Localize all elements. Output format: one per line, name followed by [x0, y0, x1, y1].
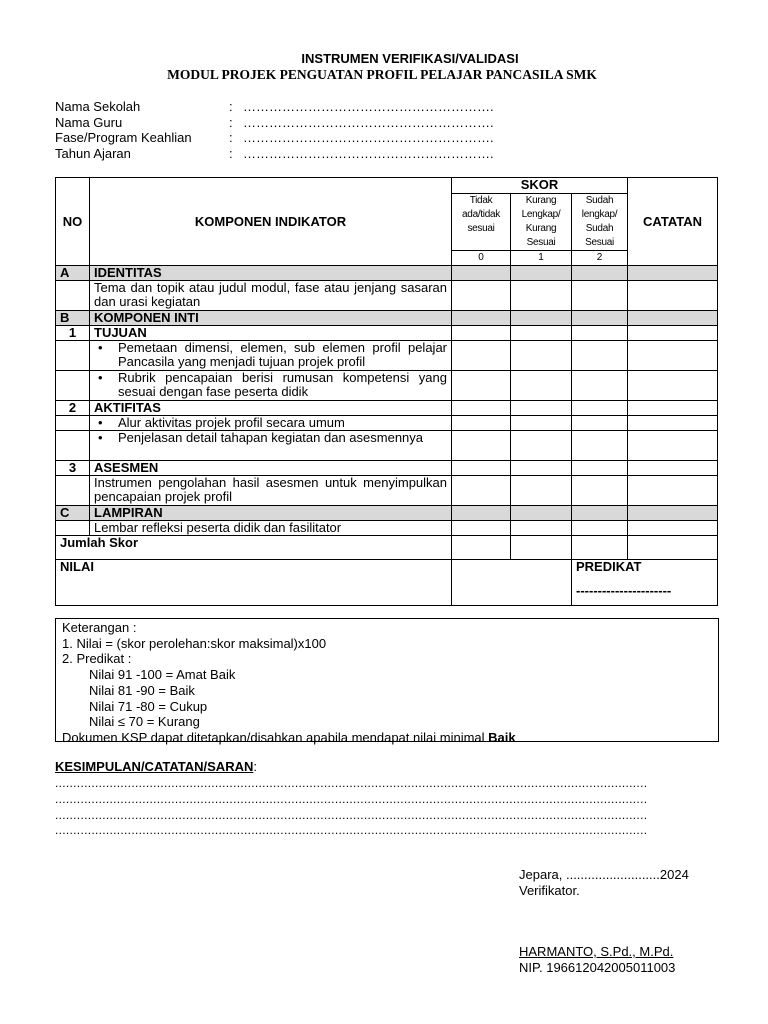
identity-label: Fase/Program Keahlian — [55, 130, 192, 145]
score-cell[interactable] — [511, 371, 572, 401]
header-no: NO — [56, 178, 90, 266]
kesimpulan-line[interactable]: ................................................................................................................................................................... — [55, 808, 648, 822]
score-value-1: 1 — [511, 251, 572, 266]
score-label-1: Kurang Lengkap/ Kurang Sesuai — [511, 194, 572, 251]
score-cell[interactable] — [511, 431, 572, 461]
header-skor: SKOR — [452, 178, 628, 194]
signature-nip: NIP. 196612042005011003 — [519, 960, 676, 975]
identity-colon: : — [229, 115, 233, 130]
indicator-row — [56, 521, 718, 536]
subsection-no: 2 — [56, 401, 90, 416]
keterangan-title: Keterangan : — [62, 620, 137, 635]
subsection-label: AKTIFITAS — [90, 401, 452, 416]
section-label: LAMPIRAN — [90, 506, 452, 521]
subsection-row — [56, 461, 718, 476]
score-cell[interactable] — [572, 341, 628, 371]
indicator-text: Lembar refleksi peserta didik dan fasilitator — [90, 521, 452, 536]
keterangan-note — [62, 730, 712, 746]
indicator-text: Pemetaan dimensi, elemen, sub elemen profil pelajar Pancasila yang menjadi tujuan projek profil — [118, 340, 447, 369]
nilai-value-cell[interactable] — [452, 560, 572, 606]
score-cell[interactable] — [511, 416, 572, 431]
identity-value[interactable]: …………………………………………………. — [243, 130, 494, 145]
score-total-cell[interactable] — [572, 536, 628, 560]
notes-cell[interactable] — [628, 371, 718, 401]
score-value-2: 2 — [572, 251, 628, 266]
keterangan-line: 2. Predikat : — [62, 651, 132, 667]
score-cell[interactable] — [452, 281, 511, 311]
note-bold: Baik — [488, 729, 516, 745]
score-cell[interactable] — [511, 521, 572, 536]
score-cell[interactable] — [572, 431, 628, 461]
indicator-text: Instrumen pengolahan hasil asesmen untuk menyimpulkan pencapaian projek profil — [90, 476, 452, 506]
verification-table — [55, 177, 718, 606]
bullet-icon: • — [98, 430, 103, 445]
subsection-row — [56, 326, 718, 341]
total-label: Jumlah Skor — [56, 536, 452, 560]
total-row — [56, 536, 718, 560]
notes-cell[interactable] — [628, 281, 718, 311]
score-cell[interactable] — [572, 476, 628, 506]
section-row-a — [56, 266, 718, 281]
bullet-icon: • — [98, 370, 103, 385]
indicator-row — [56, 431, 718, 461]
kesimpulan-line[interactable]: ................................................................................................................................................................... — [55, 823, 648, 837]
nilai-label: NILAI — [56, 560, 452, 606]
header-komponen: KOMPONEN INDIKATOR — [90, 178, 452, 266]
grade-line: Nilai 71 -80 = Cukup — [89, 698, 208, 714]
bullet-icon: • — [98, 415, 103, 430]
indicator-text: Tema dan topik atau judul modul, fase atau jenjang sasaran dan urasi kegiatan — [90, 281, 452, 311]
document-subtitle: MODUL PROJEK PENGUATAN PROFIL PELAJAR PANCASILA SMK — [167, 67, 597, 82]
indicator-text: Rubrik pencapaian berisi rumusan kompetensi yang sesuai dengan fase peserta didik — [118, 370, 447, 399]
score-cell[interactable] — [452, 521, 511, 536]
identity-label: Nama Guru — [55, 115, 123, 130]
indicator-row — [56, 281, 718, 311]
indicator-row — [56, 341, 718, 371]
note-text: Dokumen KSP dapat ditetapkan/disahkan apabila mendapat nilai minimal — [62, 729, 489, 745]
kesimpulan-line[interactable]: ................................................................................................................................................................... — [55, 792, 648, 806]
kesimpulan-colon: : — [253, 759, 257, 774]
predikat-cell — [572, 560, 718, 606]
score-total-cell[interactable] — [511, 536, 572, 560]
kesimpulan-line[interactable]: ................................................................................................................................................................... — [55, 776, 648, 790]
identity-label: Tahun Ajaran — [55, 146, 131, 161]
identity-label: Nama Sekolah — [55, 99, 141, 114]
keterangan-line: 1. Nilai = (skor perolehan:skor maksimal)x100 — [62, 635, 327, 651]
score-cell[interactable] — [452, 416, 511, 431]
score-cell[interactable] — [452, 341, 511, 371]
grade-line: Nilai ≤ 70 = Kurang — [89, 714, 200, 730]
notes-cell[interactable] — [628, 431, 718, 461]
identity-row-phase — [55, 130, 494, 145]
notes-cell[interactable] — [628, 521, 718, 536]
score-cell[interactable] — [452, 371, 511, 401]
notes-cell[interactable] — [628, 416, 718, 431]
score-cell[interactable] — [511, 341, 572, 371]
score-cell[interactable] — [572, 521, 628, 536]
document-title: INSTRUMEN VERIFIKASI/VALIDASI — [301, 51, 519, 66]
score-label-2: Sudah lengkap/ Sudah Sesuai — [572, 194, 628, 251]
score-cell[interactable] — [452, 431, 511, 461]
identity-row-school — [55, 99, 494, 114]
notes-cell[interactable] — [628, 341, 718, 371]
subsection-label: ASESMEN — [90, 461, 452, 476]
section-label: KOMPONEN INTI — [90, 311, 452, 326]
subsection-no: 3 — [56, 461, 90, 476]
score-cell[interactable] — [572, 281, 628, 311]
identity-row-year — [55, 146, 494, 161]
signature-name: HARMANTO, S.Pd., M.Pd. — [519, 944, 674, 959]
identity-colon: : — [229, 130, 233, 145]
indicator-row — [56, 416, 718, 431]
identity-value[interactable]: …………………………………………………. — [243, 99, 494, 114]
predikat-value[interactable]: ---------------------- — [576, 583, 672, 598]
section-code: C — [56, 506, 90, 521]
score-cell[interactable] — [452, 476, 511, 506]
notes-cell[interactable] — [628, 476, 718, 506]
kesimpulan-label: KESIMPULAN/CATATAN/SARAN — [55, 759, 254, 774]
section-row-c — [56, 506, 718, 521]
score-cell[interactable] — [572, 371, 628, 401]
indicator-row — [56, 371, 718, 401]
identity-value[interactable]: …………………………………………………. — [243, 115, 494, 130]
indicator-text: Alur aktivitas projek profil secara umum — [118, 415, 345, 430]
identity-colon: : — [229, 146, 233, 161]
section-code: B — [56, 311, 90, 326]
indicator-row — [56, 476, 718, 506]
score-total-cell[interactable] — [452, 536, 511, 560]
keterangan-box — [55, 618, 719, 745]
subsection-row — [56, 401, 718, 416]
kesimpulan-heading — [55, 759, 257, 774]
score-cell[interactable] — [511, 281, 572, 311]
grade-line: Nilai 81 -90 = Baik — [89, 682, 195, 698]
score-cell[interactable] — [572, 416, 628, 431]
identity-row-teacher — [55, 115, 494, 130]
identity-colon: : — [229, 99, 233, 114]
identity-value[interactable]: …………………………………………………. — [243, 146, 494, 161]
predikat-label: PREDIKAT — [576, 559, 642, 574]
subsection-label: TUJUAN — [90, 326, 452, 341]
score-cell[interactable] — [511, 476, 572, 506]
section-code: A — [56, 266, 90, 281]
nilai-row — [56, 560, 718, 606]
score-value-0: 0 — [452, 251, 511, 266]
section-label: IDENTITAS — [90, 266, 452, 281]
signature-place-date: Jepara, ..........................2024 — [519, 867, 689, 882]
header-catatan: CATATAN — [628, 178, 718, 266]
indicator-text: Penjelasan detail tahapan kegiatan dan asesmennya — [118, 430, 424, 445]
bullet-icon: • — [98, 340, 103, 355]
section-row-b — [56, 311, 718, 326]
subsection-no: 1 — [56, 326, 90, 341]
grade-line: Nilai 91 -100 = Amat Baik — [89, 667, 236, 683]
score-label-0: Tidak ada/tidak sesuai — [452, 194, 511, 251]
signature-role: Verifikator. — [519, 883, 580, 898]
